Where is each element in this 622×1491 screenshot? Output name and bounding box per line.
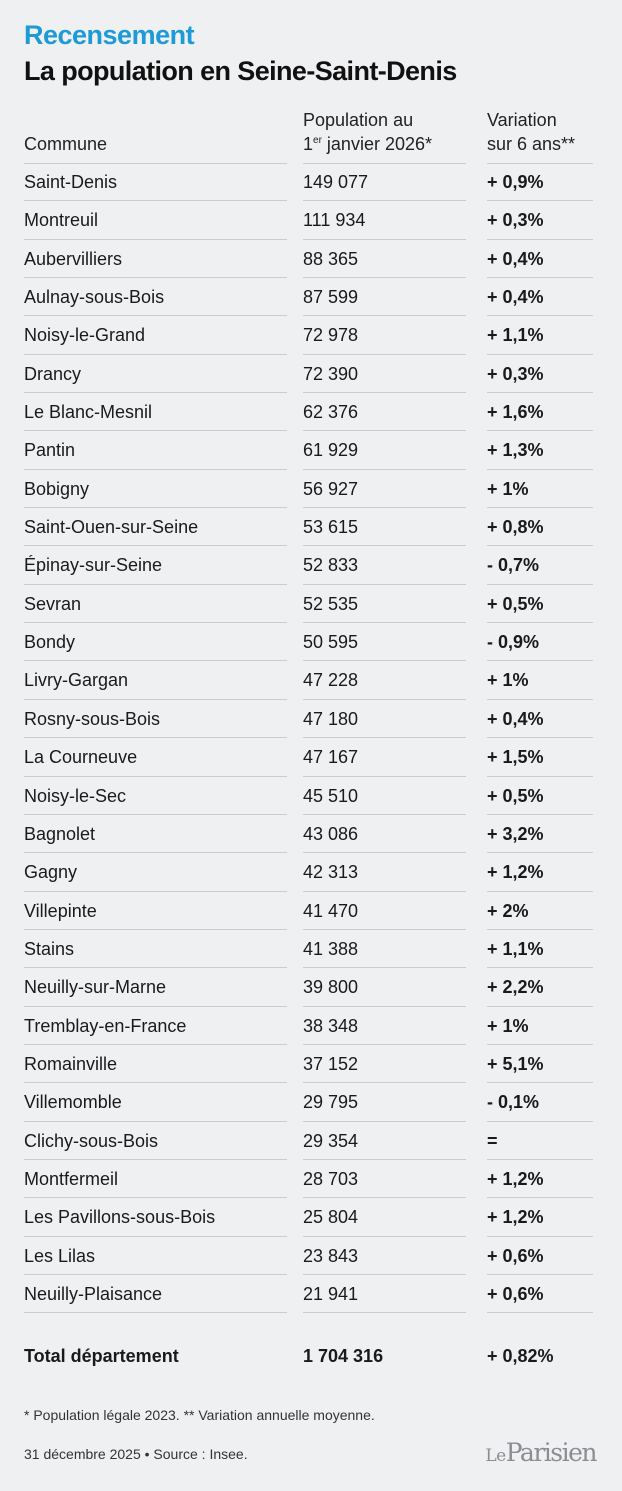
variation-cell: + 0,3%: [487, 363, 544, 384]
population-table: [0, 163, 622, 1313]
table-row: [0, 201, 622, 239]
commune-cell: Saint-Denis: [24, 172, 118, 192]
commune-cell: Les Lilas: [24, 1245, 96, 1266]
column-header-population-line1: Population au: [303, 110, 414, 130]
date-text: janvier 2026*: [321, 134, 432, 154]
commune-cell: Bagnolet: [24, 823, 96, 844]
kicker: Recensement: [24, 20, 195, 50]
variation-cell: + 0,8%: [487, 517, 544, 538]
population-cell: 45 510: [303, 785, 359, 806]
table-row: [0, 470, 622, 508]
variation-cell: + 1,2%: [487, 1207, 544, 1228]
row-divider: [24, 1312, 287, 1313]
table-row: [0, 968, 622, 1006]
row-divider: [487, 1312, 593, 1313]
population-cell: 38 348: [303, 1015, 359, 1036]
table-row: [0, 700, 622, 738]
column-header-commune: Commune: [24, 134, 108, 154]
table-row: [0, 431, 622, 469]
population-cell: 47 180: [303, 708, 359, 729]
table-row: [0, 1083, 622, 1121]
table-row: [0, 278, 622, 316]
variation-cell: + 0,3%: [487, 210, 544, 231]
variation-cell: + 1%: [487, 670, 529, 691]
variation-cell: + 1%: [487, 478, 529, 499]
ordinal-number: 1: [303, 134, 314, 154]
population-cell: 61 929: [303, 440, 359, 461]
table-row: [0, 508, 622, 546]
total-population: 1 704 316: [303, 1346, 384, 1366]
commune-cell: Neuilly-Plaisance: [24, 1283, 163, 1304]
population-cell: 62 376: [303, 402, 359, 423]
commune-cell: Épinay-sur-Seine: [24, 555, 163, 576]
population-cell: 28 703: [303, 1168, 359, 1189]
population-cell: 43 086: [303, 823, 359, 844]
commune-cell: Bondy: [24, 632, 76, 653]
dateline: 31 décembre 2025 • Source : Insee.: [24, 1446, 248, 1462]
variation-cell: + 0,5%: [487, 593, 544, 614]
table-row: [0, 815, 622, 853]
variation-cell: + 2,2%: [487, 977, 544, 998]
population-cell: 87 599: [303, 287, 359, 308]
le-parisien-logo: [485, 1438, 596, 1467]
variation-cell: - 0,7%: [487, 555, 540, 576]
column-header-population: [303, 108, 432, 156]
variation-cell: + 1,1%: [487, 938, 544, 959]
population-cell: 72 390: [303, 363, 359, 384]
population-cell: 111 934: [303, 210, 366, 231]
table-row: [0, 853, 622, 891]
footnote: * Population légale 2023. ** Variation annuelle moyenne.: [24, 1407, 375, 1423]
population-cell: 42 313: [303, 862, 359, 883]
commune-cell: Le Blanc-Mesnil: [24, 402, 153, 423]
page-title: La population en Seine-Saint-Denis: [24, 56, 457, 86]
population-cell: 21 941: [303, 1283, 359, 1304]
column-header-population-line2: [303, 132, 432, 156]
table-row: [0, 930, 622, 968]
commune-cell: Montreuil: [24, 210, 99, 231]
table-row: [0, 316, 622, 354]
table-row: [0, 1160, 622, 1198]
table-row: [0, 1007, 622, 1045]
population-cell: 39 800: [303, 977, 359, 998]
population-cell: 25 804: [303, 1207, 359, 1228]
commune-cell: La Courneuve: [24, 747, 138, 768]
table-row: [0, 738, 622, 776]
row-divider: [303, 1312, 466, 1313]
population-cell: 56 927: [303, 478, 359, 499]
commune-cell: Noisy-le-Grand: [24, 325, 146, 346]
variation-cell: - 0,1%: [487, 1092, 540, 1113]
commune-cell: Montfermeil: [24, 1168, 119, 1189]
population-cell: 47 228: [303, 670, 359, 691]
variation-cell: - 0,9%: [487, 632, 540, 653]
variation-cell: + 1,2%: [487, 862, 544, 883]
table-row: [0, 661, 622, 699]
logo-name: Parisien: [505, 1438, 596, 1467]
variation-cell: + 1,2%: [487, 1168, 544, 1189]
population-cell: 72 978: [303, 325, 359, 346]
population-cell: 52 833: [303, 555, 359, 576]
variation-cell: + 0,4%: [487, 708, 544, 729]
commune-cell: Gagny: [24, 862, 78, 883]
population-cell: 47 167: [303, 747, 359, 768]
variation-cell: + 0,9%: [487, 172, 544, 192]
variation-cell: + 0,5%: [487, 785, 544, 806]
population-cell: 29 354: [303, 1130, 359, 1151]
table-row: [0, 163, 622, 201]
commune-cell: Stains: [24, 938, 75, 959]
logo-le: Le: [485, 1446, 506, 1466]
variation-cell: + 0,4%: [487, 287, 544, 308]
table-row: [0, 1237, 622, 1275]
table-row: [0, 1275, 622, 1313]
table-row: [0, 393, 622, 431]
column-header-variation-line2: sur 6 ans**: [487, 134, 576, 154]
population-cell: 37 152: [303, 1053, 359, 1074]
commune-cell: Les Pavillons-sous-Bois: [24, 1207, 216, 1228]
table-row: [0, 1198, 622, 1236]
table-row: [0, 1045, 622, 1083]
commune-cell: Tremblay-en-France: [24, 1015, 187, 1036]
variation-cell: + 1%: [487, 1015, 529, 1036]
variation-cell: + 1,5%: [487, 747, 544, 768]
variation-cell: + 5,1%: [487, 1053, 544, 1074]
commune-cell: Clichy-sous-Bois: [24, 1130, 159, 1151]
population-cell: 52 535: [303, 593, 359, 614]
column-header-variation-line1: Variation: [487, 110, 557, 130]
table-row: [0, 355, 622, 393]
table-row: [0, 585, 622, 623]
population-cell: 149 077: [303, 172, 369, 192]
commune-cell: Saint-Ouen-sur-Seine: [24, 517, 199, 538]
table-row: [0, 892, 622, 930]
table-row: [0, 546, 622, 584]
population-cell: 23 843: [303, 1245, 359, 1266]
variation-cell: + 2%: [487, 900, 529, 921]
variation-cell: + 0,6%: [487, 1283, 544, 1304]
variation-cell: + 0,4%: [487, 248, 544, 269]
population-cell: 29 795: [303, 1092, 359, 1113]
variation-cell: =: [487, 1130, 498, 1151]
variation-cell: + 1,6%: [487, 402, 544, 423]
commune-cell: Noisy-le-Sec: [24, 785, 127, 806]
commune-cell: Neuilly-sur-Marne: [24, 977, 167, 998]
commune-cell: Pantin: [24, 440, 76, 461]
commune-cell: Bobigny: [24, 478, 90, 499]
ordinal-suffix: er: [313, 135, 322, 146]
commune-cell: Livry-Gargan: [24, 670, 129, 691]
commune-cell: Aubervilliers: [24, 248, 123, 269]
commune-cell: Romainville: [24, 1053, 118, 1074]
table-row: [0, 623, 622, 661]
commune-cell: Drancy: [24, 363, 82, 384]
commune-cell: Villemomble: [24, 1092, 122, 1113]
table-row: [0, 240, 622, 278]
population-cell: 88 365: [303, 248, 359, 269]
commune-cell: Sevran: [24, 593, 82, 614]
variation-cell: + 1,1%: [487, 325, 544, 346]
population-cell: 41 388: [303, 938, 359, 959]
total-variation: + 0,82%: [487, 1346, 554, 1366]
table-row: [0, 1122, 622, 1160]
table-row: [0, 777, 622, 815]
variation-cell: + 3,2%: [487, 823, 544, 844]
commune-cell: Rosny-sous-Bois: [24, 708, 161, 729]
population-cell: 41 470: [303, 900, 359, 921]
variation-cell: + 1,3%: [487, 440, 544, 461]
variation-cell: + 0,6%: [487, 1245, 544, 1266]
commune-cell: Aulnay-sous-Bois: [24, 287, 165, 308]
total-label: Total département: [24, 1346, 179, 1366]
total-row: [0, 1336, 622, 1376]
column-header-variation: [487, 108, 575, 156]
commune-cell: Villepinte: [24, 900, 97, 921]
population-cell: 50 595: [303, 632, 359, 653]
population-cell: 53 615: [303, 517, 359, 538]
